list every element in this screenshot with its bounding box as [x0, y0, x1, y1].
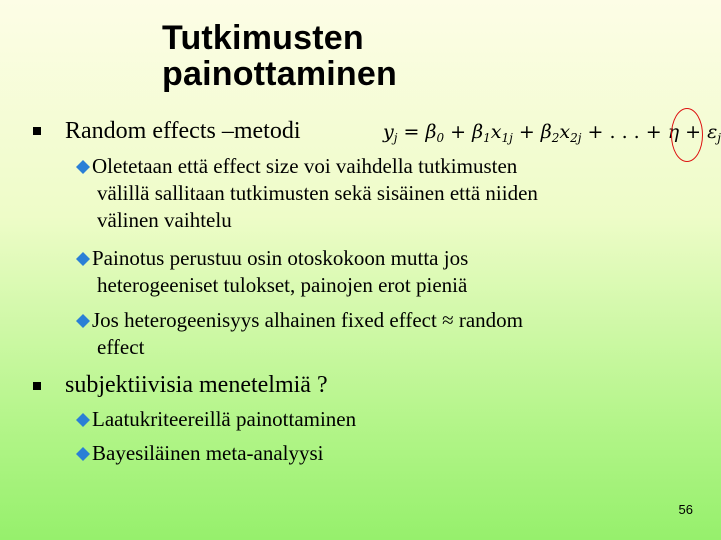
sub-bullet-1-2: Painotus perustuu osin otoskokoon mutta jos heterogeeniset tulokset, painojen erot pieniä: [76, 245, 676, 299]
page-number: 56: [678, 502, 693, 517]
sub-bullet-2-1: Laatukriteereillä painottaminen: [76, 406, 676, 433]
title-line-1: Tutkimusten: [162, 19, 364, 57]
sub-bullet-1-3: Jos heterogeenisyys alhainen fixed effect ≈ random effect: [76, 307, 676, 361]
diamond-bullet-icon: [76, 160, 90, 174]
sub-bullet-1-1: Oletetaan että effect size voi vaihdella tutkimusten välillä sallitaan tutkimusten sekä sisäinen että niiden välinen vaihtelu: [76, 153, 676, 234]
random-effects-equation: $y_j = \beta_0 + \beta_1x_{1j} + \beta_2x_{2j}$ + . . . + $\eta + \varepsilon_j$: [383, 121, 721, 145]
diamond-bullet-icon: [76, 413, 90, 427]
bullet-2-text: subjektiivisia menetelmiä ?: [65, 372, 328, 398]
sub-bullet-2-2: Bayesiläinen meta-analyysi: [76, 440, 676, 467]
title-line-2: painottaminen: [162, 55, 397, 93]
diamond-bullet-icon: [76, 447, 90, 461]
bullet-square-icon: [33, 382, 41, 390]
bullet-square-icon: [33, 127, 41, 135]
diamond-bullet-icon: [76, 314, 90, 328]
slide-title: [162, 20, 582, 92]
bullet-1-text: Random effects –metodi: [65, 118, 301, 144]
diamond-bullet-icon: [76, 252, 90, 266]
